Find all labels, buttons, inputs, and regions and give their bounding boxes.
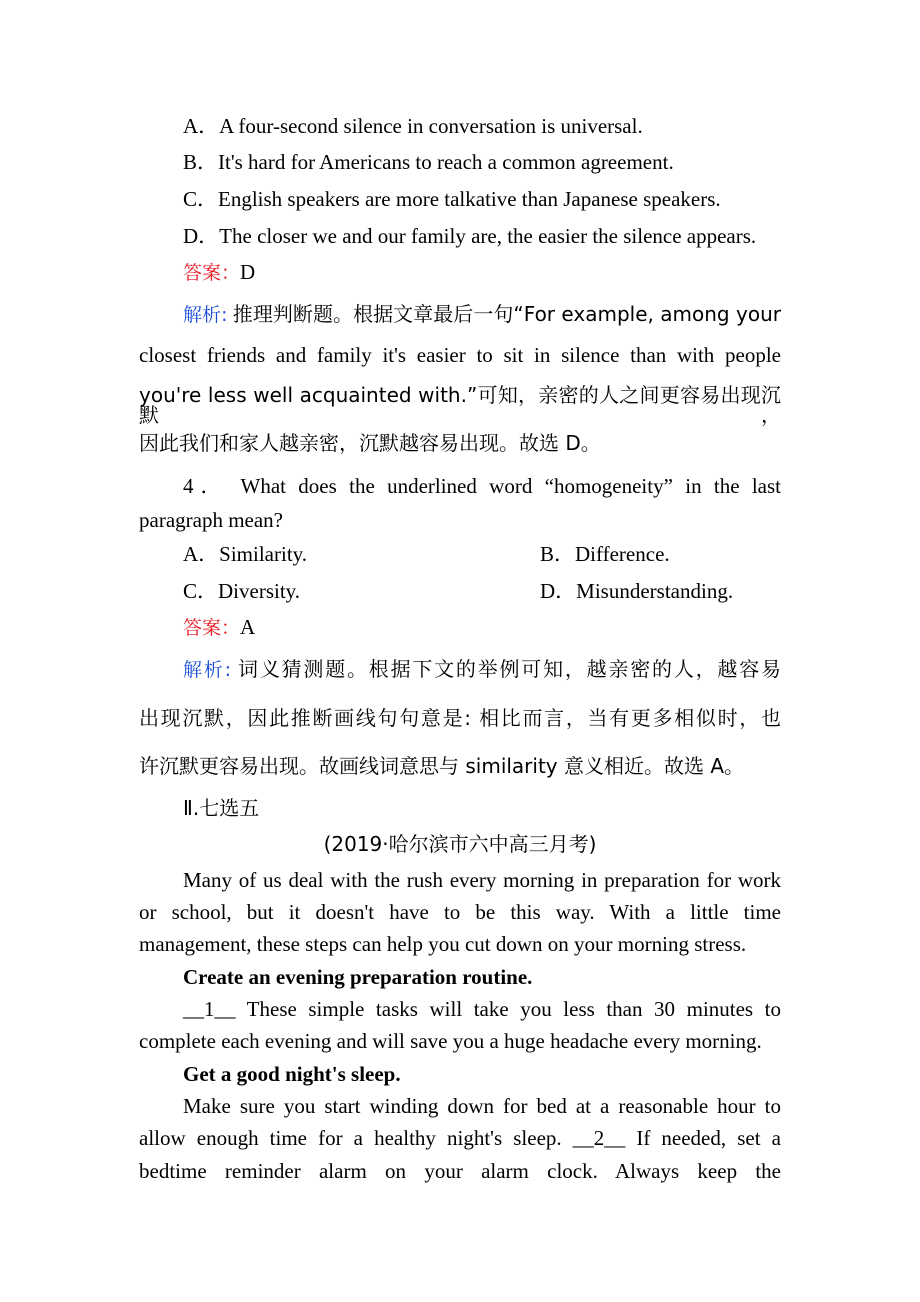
blank-2: __2__: [572, 1126, 626, 1150]
q4-analysis-line-1: 解析: 词义猜测题。根据下文的举例可知，越亲密的人，越容易: [183, 657, 782, 681]
q4-option-a: A．Similarity.: [183, 542, 308, 566]
passage-heading-1: Create an evening preparation routine.: [183, 965, 533, 989]
analysis-label: 解析:: [183, 304, 228, 326]
passage-p1-line-1: Many of us deal with the rush every morning in preparation for work: [183, 868, 781, 892]
q3-analysis-line-2: closest friends and family it's easier to sit in silence than with people: [139, 343, 781, 367]
answer-label: 答案：: [183, 262, 241, 284]
q3-option-a: A．A four-second silence in conversation is universal.: [183, 114, 643, 138]
q4-option-c: C．Diversity.: [183, 579, 301, 603]
analysis-label: 解析:: [183, 659, 231, 681]
section-title: Ⅱ.七选五: [183, 796, 260, 820]
q3-answer: [183, 262, 781, 283]
passage-p3-line-3: bedtime reminder alarm on your alarm clock. Always keep the: [139, 1159, 781, 1183]
q4-stem-line-1: 4． What does the underlined word “homogeneity” in the last: [183, 474, 781, 498]
q3-option-d: D．The closer we and our family are, the easier the silence appears.: [183, 224, 757, 248]
q4-analysis-line-2: 出现沉默，因此推断画线句句意是: 相比而言，当有更多相似时，也: [139, 706, 781, 730]
q4-options-row-2: [183, 581, 781, 602]
blank-1: __1__: [183, 997, 236, 1021]
q4-option-d: D．Misunderstanding.: [540, 579, 734, 603]
answer-label: 答案：: [183, 617, 241, 639]
passage-p2-line-1: __1__ These simple tasks will take you less than 30 minutes to: [183, 997, 781, 1021]
q4-analysis-line-3: 许沉默更容易出现。故画线词意思与 similarity 意义相近。故选 A。: [139, 754, 745, 778]
passage-p2-line-2: complete each evening and will save you a huge headache every morning.: [139, 1029, 762, 1053]
answer-value: D: [240, 260, 256, 284]
answer-value: A: [240, 615, 256, 639]
passage-p1-line-3: management, these steps can help you cut down on your morning stress.: [139, 932, 747, 956]
q3-analysis-line-3: you're less well acquainted with.”可知，亲密的人之间更容易出现沉默，: [139, 383, 781, 427]
passage-heading-2: Get a good night's sleep.: [183, 1062, 401, 1086]
q4-options-row-1: [183, 544, 781, 565]
q4-stem-line-2: paragraph mean?: [139, 508, 283, 532]
passage-p3-line-2: allow enough time for a healthy night's sleep. __2__ If needed, set a: [139, 1126, 781, 1150]
q3-analysis-line-1: 解析: 推理判断题。根据文章最后一句“For example, among your: [183, 302, 781, 326]
q4-answer: [183, 617, 781, 638]
q3-analysis-line-4: 因此我们和家人越亲密，沉默越容易出现。故选 D。: [139, 431, 601, 455]
q3-option-b: B．It's hard for Americans to reach a common agreement.: [183, 150, 674, 174]
q3-option-c: C．English speakers are more talkative than Japanese speakers.: [183, 187, 721, 211]
passage-p1-line-2: or school, but it doesn't have to be this way. With a little time: [139, 900, 781, 924]
q4-option-b: B．Difference.: [540, 542, 670, 566]
section-source: (2019·哈尔滨市六中高三月考): [323, 832, 597, 856]
passage-p3-line-1: Make sure you start winding down for bed at a reasonable hour to: [183, 1094, 781, 1118]
